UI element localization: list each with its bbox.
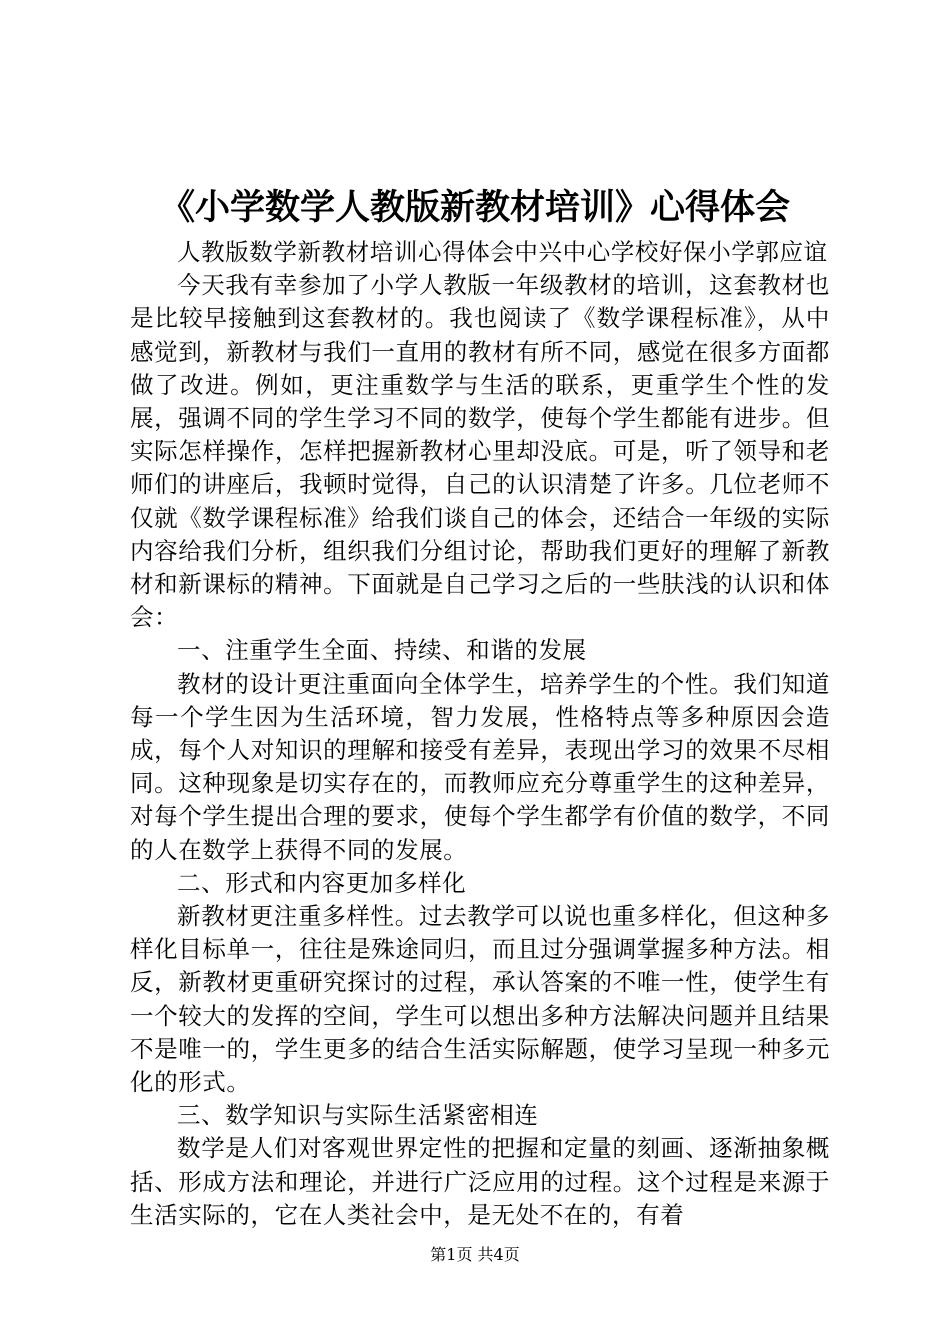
document-title: 《小学数学人教版新教材培训》心得体会 [159, 187, 790, 228]
section-heading-3: 三、数学知识与实际生活紧密相连 [177, 1101, 539, 1130]
document-body [130, 236, 830, 1232]
paragraph-intro: 今天我有幸参加了小学人教版一年级教材的培训，这套教材也是比较早接触到这套教材的。我也阅读了《数学课程标准》，从中感觉到，新教材与我们一直用的教材有所不同，感觉在很多方面都做了改进。例如，更注重数学与生活的联系，更重学生个性的发展，强调不同的学生学习不同的数学，使每个学生都能有进步。但实际怎样操作，怎样把握新教材心里却没底。可是，听了领导和老师们的讲座后，我顿时觉得，自己的认识清楚了许多。几位老师不仅就《数学课程标准》给我们谈自己的体会，还结合一年级的实际内容给我们分析，组织我们分组讨论，帮助我们更好的理解了新教材和新课标的精神。下面就是自己学习之后的一些肤浅的认识和体会： [130, 271, 830, 632]
paragraph-section-2: 新教材更注重多样性。过去教学可以说也重多样化，但这种多样化目标单一，往往是殊途同归，而且过分强调掌握多种方法。相反，新教材更重研究探讨的过程，承认答案的不唯一性，使学生有一个较大的发挥的空间，学生可以想出多种方法解决问题并且结果不是唯一的，学生更多的结合生活实际解题，使学习呈现一种多元化的形式。 [130, 902, 830, 1097]
section-heading-1: 一、注重学生全面、持续、和谐的发展 [177, 636, 587, 665]
paragraph-section-3: 数学是人们对客观世界定性的把握和定量的刻画、逐渐抽象概括、形成方法和理论，并进行广泛应用的过程。这个过程是来源于生活实际的，它在人类社会中，是无处不在的，有着 [130, 1134, 830, 1229]
page-footer: 第1页 共4页 [430, 1245, 520, 1264]
paragraph-section-1: 教材的设计更注重面向全体学生，培养学生的个性。我们知道每一个学生因为生活环境，智力发展，性格特点等多种原因会造成，每个人对知识的理解和接受有差异，表现出学习的效果不尽相同。这种现象是切实存在的，而教师应充分尊重学生的这种差异，对每个学生提出合理的要求，使每个学生都学有价值的数学，不同的人在数学上获得不同的发展。 [130, 669, 830, 864]
paragraph-author-line: 人教版数学新教材培训心得体会中兴中心学校好保小学郭应谊 [177, 238, 828, 266]
section-heading-2: 二、形式和内容更加多样化 [177, 868, 467, 897]
